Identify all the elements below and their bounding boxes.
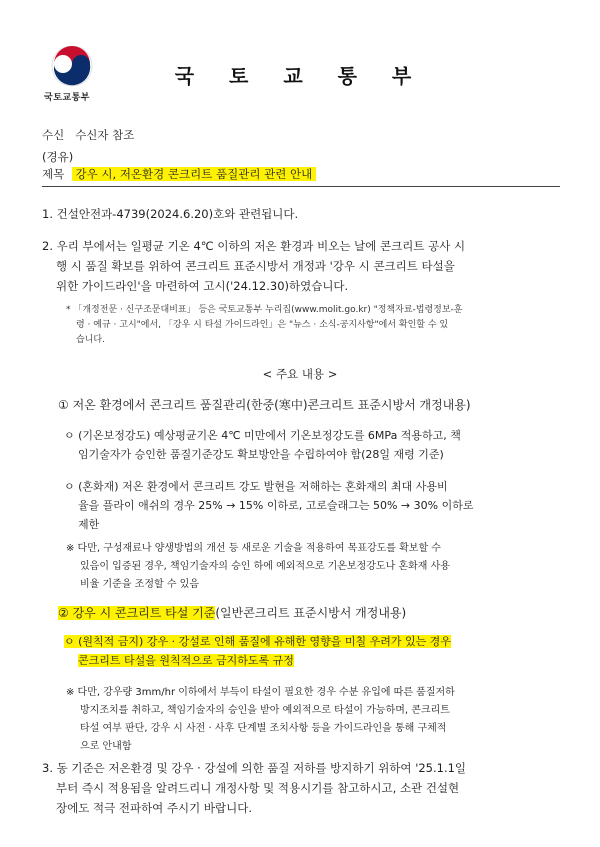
paragraph-3-line: 장에도 적극 전파하여 주시기 바랍니다. (56, 801, 253, 815)
section-2-title-rest: (일반콘크리트 표준시방서 개정내용) (215, 606, 407, 620)
paragraph-2 (42, 236, 562, 296)
paragraph-2-line: 2. 우리 부에서는 일평균 기온 4℃ 이하의 저온 환경과 비오는 날에 콘크리트 공사 시 (42, 239, 466, 253)
paragraph-3-line: 부터 즉시 적용됨을 알려드리니 개정사항 및 적용시기를 참고하시고, 소관 건설현 (56, 781, 460, 795)
subject-label: 제목 (42, 167, 65, 181)
bullet-line: ㅇ (기온보정강도) 예상평균기온 4℃ 미만에서 기온보정강도를 6MPa 적용하고, 책 (64, 429, 461, 442)
recipient-label: 수신 (42, 128, 65, 142)
via-row: (경유) (42, 150, 74, 164)
paragraph-2-line: 행 시 품질 확보를 위하여 콘크리트 표준시방서 개정과 '강우 시 콘크리트 타설을 (56, 259, 455, 273)
reference-note (66, 303, 560, 348)
exception-note-1 (66, 540, 558, 594)
subject-value: 강우 시, 저온환경 콘크리트 품질관리 관련 안내 (72, 167, 317, 181)
paragraph-3 (42, 758, 562, 818)
bullet-line: 율을 플라이 애쉬의 경우 25% → 15% 이하로, 고로슬래그는 50% → 30% 이하로 (78, 499, 474, 512)
main-content-header: < 주요 내용 > (262, 367, 338, 381)
section-2-title (58, 604, 406, 621)
note-line: 으로 안내함 (80, 741, 132, 752)
recipient-row (42, 127, 134, 143)
bullet-line: ㅇ (혼화재) 저온 환경에서 콘크리트 강도 발현을 저해하는 혼화재의 최대 사용비 (64, 480, 448, 493)
document-title: 국 토 교 통 부 (174, 64, 426, 88)
logo-text: 국토교통부 (44, 93, 90, 103)
bullet-line-highlight: 콘크리트 타설을 원칙적으로 금지하도록 규정 (78, 654, 294, 667)
note-line: ※ 다만, 강우량 3mm/hr 이하에서 부득이 타설이 필요한 경우 수분 유입에 따른 품질저하 (66, 687, 455, 698)
note-line: 있음이 입증된 경우, 책임기술자의 승인 하에 예외적으로 기온보정강도나 혼화재 사용 (80, 561, 450, 572)
bullet-admixture (64, 477, 558, 534)
note-line: 령 · 예규 · 고시"에서, 「강우 시 타설 가이드라인」은 "뉴스 · 소식-공지사항"에서 확인할 수 있 (76, 320, 449, 330)
header-divider (42, 186, 560, 187)
bullet-line: 임기술자가 승인한 품질기준강도 확보방안을 수립하여야 함(28일 재령 기준) (78, 448, 444, 461)
section-2-title-highlight: ② 강우 시 콘크리트 타설 기준 (58, 606, 216, 620)
note-line: 비율 기준을 조정할 수 있음 (80, 579, 199, 590)
recipient-value: 수신자 참조 (75, 128, 135, 142)
paragraph-3-line: 3. 동 기준은 저온환경 및 강우 · 강설에 의한 품질 저하를 방지하기 위하여 '25.1.1일 (42, 761, 467, 775)
bullet-temperature-correction (64, 426, 558, 464)
paragraph-2-line: 위한 가이드라인'을 마련하여 고시('24.12.30)하였습니다. (56, 279, 349, 293)
subject-row (42, 166, 316, 182)
note-line: ※ 다만, 구성재료나 양생방법의 개선 등 새로운 기술을 적용하여 목표강도를 확보할 수 (66, 543, 441, 554)
section-1-title: ① 저온 환경에서 콘크리트 품질관리(한중(寒中)콘크리트 표준시방서 개정내용) (58, 398, 471, 412)
bullet-line: 제한 (78, 518, 100, 531)
exception-note-2 (66, 684, 558, 756)
note-line: 습니다. (76, 335, 105, 345)
bullet-principle-prohibition (64, 632, 558, 670)
note-line: 타설 여부 판단, 강우 시 사전 · 사후 단계별 조치사항 등을 가이드라인을 통해 구체적 (80, 723, 447, 734)
note-line: * 「개정전문 · 신구조문대비표」 등은 국토교통부 누리집(www.molit.go.kr) "정책자료-법령정보-훈 (66, 305, 463, 315)
bullet-line-highlight: ㅇ (원칙적 금지) 강우 · 강설로 인해 품질에 유해한 영향을 미칠 우려가 있는 경우 (64, 635, 451, 648)
note-line: 방지조치를 취하고, 책임기술자의 승인을 받아 예외적으로 타설이 가능하며, 콘크리트 (80, 705, 450, 716)
paragraph-1: 1. 건설안전과-4739(2024.6.20)호와 관련됩니다. (42, 207, 299, 221)
